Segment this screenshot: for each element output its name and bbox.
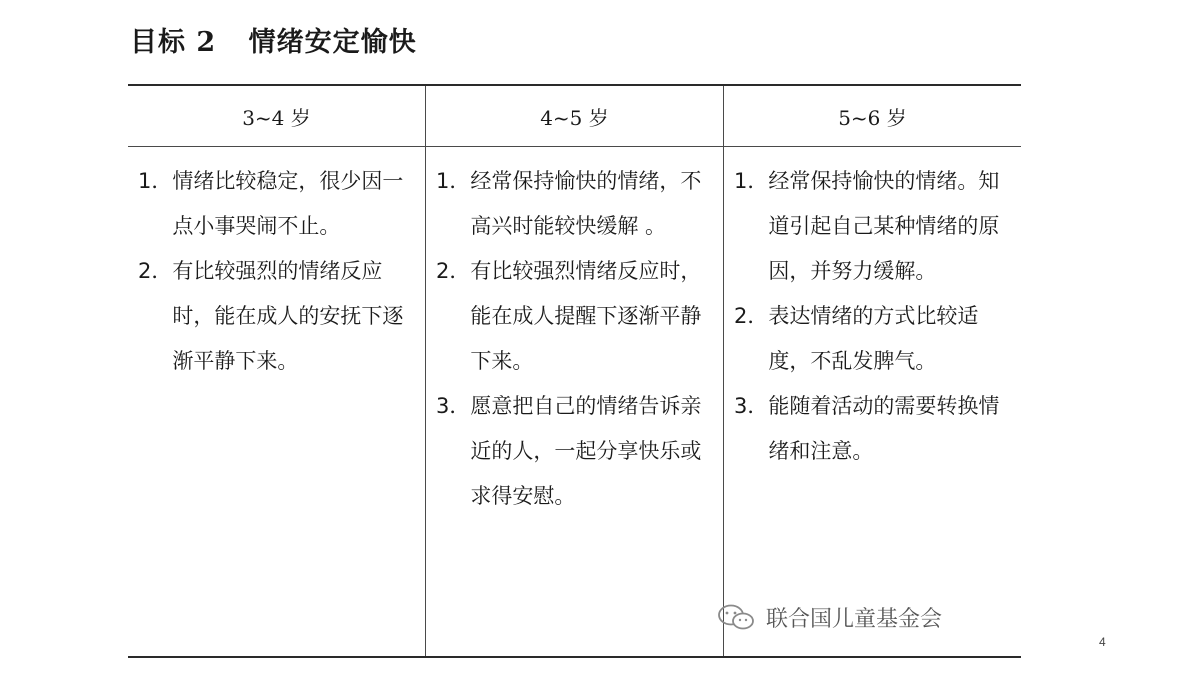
list-item [128, 249, 425, 384]
column-header-4-5: 4~5 岁 [426, 85, 724, 147]
list-item [426, 384, 723, 519]
item-text: 经常保持愉快的情绪。知道引起自己某种情绪的原因，并努力缓解。 [768, 169, 1000, 283]
item-number: 2． [436, 259, 471, 283]
item-number: 2． [138, 259, 173, 283]
item-list [128, 159, 425, 384]
item-number: 3． [734, 394, 769, 418]
column-cell-4-5 [426, 147, 724, 658]
item-number: 2． [734, 304, 769, 328]
item-list [426, 159, 723, 519]
watermark-text: 联合国儿童基金会 [766, 606, 943, 632]
item-number: 1． [734, 169, 769, 193]
header-row [128, 85, 1021, 147]
column-header-3-4: 3~4 岁 [128, 85, 426, 147]
list-item [426, 159, 723, 249]
column-cell-3-4 [128, 147, 426, 658]
item-text: 表达情绪的方式比较适度，不乱发脾气。 [768, 304, 979, 373]
item-list [724, 159, 1021, 474]
title-text: 情绪安定愉快 [248, 27, 417, 58]
list-item [128, 159, 425, 249]
list-item [724, 159, 1021, 294]
wechat-icon [716, 602, 756, 632]
column-cell-5-6 [724, 147, 1022, 658]
item-text: 有比较强烈的情绪反应时，能在成人的安抚下逐渐平静下来。 [172, 259, 404, 373]
item-number: 1． [138, 169, 173, 193]
page-number: 4 [1099, 635, 1106, 649]
item-text: 能随着活动的需要转换情绪和注意。 [768, 394, 1000, 463]
title-number: 2 [196, 27, 217, 58]
item-number: 1． [436, 169, 471, 193]
item-text: 愿意把自己的情绪告诉亲近的人，一起分享快乐或求得安慰。 [470, 394, 702, 508]
item-text: 有比较强烈情绪反应时，能在成人提醒下逐渐平静下来。 [470, 259, 702, 373]
list-item [426, 249, 723, 384]
item-number: 3． [436, 394, 471, 418]
list-item [724, 384, 1021, 474]
page-title [130, 20, 417, 59]
list-item [724, 294, 1021, 384]
item-text: 经常保持愉快的情绪，不高兴时能较快缓解 。 [470, 169, 702, 238]
goals-table [128, 84, 1021, 658]
item-text: 情绪比较稳定，很少因一点小事哭闹不止。 [172, 169, 404, 238]
content-row [128, 147, 1021, 658]
column-header-5-6: 5~6 岁 [724, 85, 1022, 147]
watermark [716, 600, 942, 634]
title-prefix: 目标 [130, 27, 186, 58]
